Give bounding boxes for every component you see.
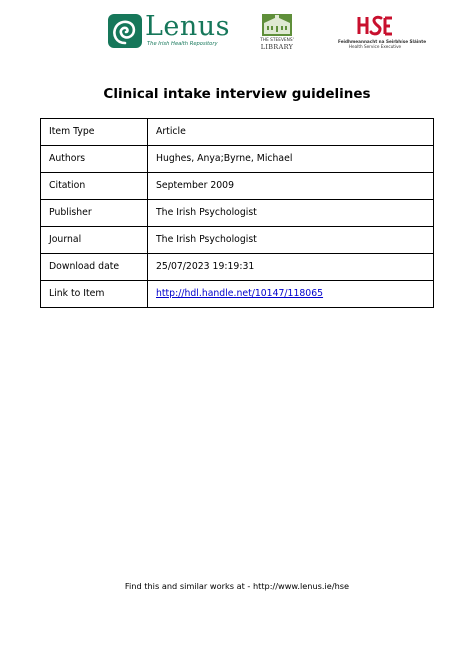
library-line2: LIBRARY bbox=[260, 43, 294, 51]
metadata-table bbox=[40, 118, 434, 308]
metadata-value-cell bbox=[148, 281, 434, 308]
metadata-value: September 2009 bbox=[148, 173, 434, 200]
lenus-logo bbox=[108, 11, 231, 52]
document-title: Clinical intake interview guidelines bbox=[103, 86, 371, 102]
metadata-label: Publisher bbox=[41, 200, 148, 227]
steevens-library-logo bbox=[258, 14, 296, 54]
hse-mark-icon bbox=[355, 14, 395, 38]
metadata-row-link bbox=[41, 281, 434, 308]
metadata-row-download-date bbox=[41, 254, 434, 281]
footer-text: Find this and similar works at - http://www.lenus.ie/hse bbox=[124, 581, 350, 591]
metadata-label: Authors bbox=[41, 146, 148, 173]
header-logos bbox=[0, 10, 474, 55]
lenus-tagline: The Irish Health Repository bbox=[147, 41, 218, 47]
library-line1: THE STEEVENS' bbox=[260, 38, 294, 43]
metadata-row-item-type bbox=[41, 119, 434, 146]
metadata-value: 25/07/2023 19:19:31 bbox=[148, 254, 434, 281]
metadata-value: The Irish Psychologist bbox=[148, 200, 434, 227]
metadata-value: Hughes, Anya;Byrne, Michael bbox=[148, 146, 434, 173]
metadata-label: Link to Item bbox=[41, 281, 148, 308]
metadata-label: Download date bbox=[41, 254, 148, 281]
lenus-swirl-icon bbox=[108, 14, 142, 48]
metadata-row-publisher bbox=[41, 200, 434, 227]
metadata-label: Citation bbox=[41, 173, 148, 200]
item-link[interactable]: http://hdl.handle.net/10147/118065 bbox=[156, 288, 324, 299]
metadata-row-journal bbox=[41, 227, 434, 254]
metadata-value: Article bbox=[148, 119, 434, 146]
metadata-value: The Irish Psychologist bbox=[148, 227, 434, 254]
hse-irish-name: Feidhmeannacht na Seirbhíse Sláinte bbox=[338, 39, 427, 44]
library-building-icon bbox=[262, 14, 292, 36]
lenus-wordmark: Lenus bbox=[145, 11, 231, 42]
metadata-row-citation bbox=[41, 173, 434, 200]
metadata-label: Journal bbox=[41, 227, 148, 254]
metadata-row-authors bbox=[41, 146, 434, 173]
metadata-label: Item Type bbox=[41, 119, 148, 146]
hse-logo bbox=[338, 14, 427, 54]
hse-english-name: Health Service Executive bbox=[348, 44, 402, 49]
